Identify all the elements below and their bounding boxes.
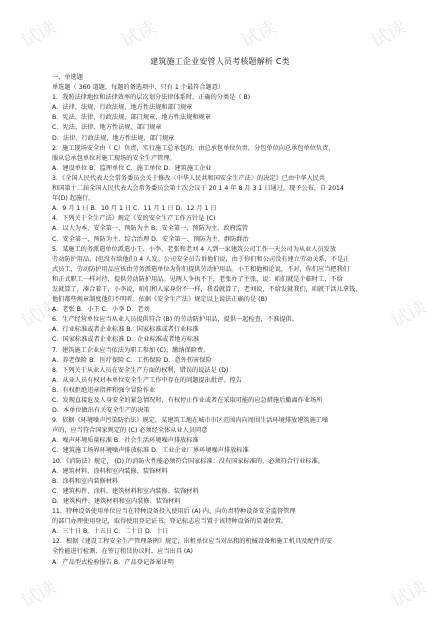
document-title: 建筑施工企业安管人员考核题解析 C类 xyxy=(150,57,290,66)
text-line: 声的，应当符合国家规定的 (C) 必须经全体从业人员同意 xyxy=(52,427,208,435)
question-line: 6．生产经营单位应当从业人员提供符合 (B) 的劳动防护用品，提供一起检查，不准提供。 xyxy=(52,316,298,324)
option-line: C．发现直接危及人身安全的紧急情况时，有权停止作业或者在采取可能的应急措施后撤离作业场所 xyxy=(52,397,323,404)
question-line: 8．下列关于从业人员在安全生产方面的权利，错误的说法是 (D) xyxy=(52,366,229,374)
option-line: A．以人为本、安全第一、预防为主 B．安全第一、预防为主、政府监管 xyxy=(52,225,249,233)
question-line: 7．建筑施工企业应当依法为职工参加 (C)，缴纳保险费。 xyxy=(52,346,210,354)
watermark: 试读 xyxy=(237,16,280,53)
question-line: 12．根据《建设工程安全生产管理条例》规定，出租单位应当对出租的机械设备和施工机具及配件的安 xyxy=(52,538,333,546)
option-line: C．建筑构件、涂料、建筑材料和室内装修、装饰材料 xyxy=(52,487,199,495)
option-line: A．养老保险 B．医疗保险 C．工伤保险 D．意外伤害保险 xyxy=(52,356,212,364)
document-body xyxy=(52,73,388,568)
watermark: 试读 xyxy=(367,16,410,53)
option-line: C．建筑施工场界环境噪声排放标准 D．工业企业厂界环境噪声排放标准 xyxy=(52,447,249,455)
option-line: A．产品型式检验报告 B．产品登记备案证明 xyxy=(52,558,174,566)
option-line: D．法律、行政法规、地方性法规、部门规章 xyxy=(52,134,175,142)
text-line: 和正式职工一样对待，提供劳动防护用品。见两人争执不下，老张办了主张，说：咱们就是个临时工，不给 xyxy=(52,275,343,283)
question-line: 11．特种设备使用单位应当在特种设备投入使用后 (A) 内，向负责特种设备安全监督管理 xyxy=(52,508,296,516)
option-line: D．建筑构件、建筑材料和室内装修、装饰材料 xyxy=(52,497,181,505)
option-line: C．国家标准或者企业标准 D．企业标准或者地方标准 xyxy=(52,336,200,344)
question-line: 2．施工现场安全由（ C）负责，实行施工总承包的，由总承包单位负责，分包单位向总承包单位负责， xyxy=(52,144,335,152)
watermark: 试读 xyxy=(387,296,430,333)
option-line: A．法律、法规、行政法规、地方性法规和部门规章 xyxy=(52,104,193,112)
option-line: A．噪声环境质量标准 B．社会生活环境噪声排放标准 xyxy=(52,437,199,445)
option-line: A．行业标准或者企业标准 B．国家标准或者行业标准 xyxy=(52,326,199,334)
text-line: 式员工，劳动防护用品应该由劳务派遣单位为你们提供劳动护用品。小王和他相论说，不对，你们应当把我们 xyxy=(52,265,349,273)
option-line: D．本单位做出有关安全生产的决策 xyxy=(52,407,150,415)
text-line: 他们都些规章制度他们不明听。依据《安全生产法》规定以上说法正确的是 (B) xyxy=(52,296,268,304)
option-line: A．从业人员有权对本单位安全生产工作中存在的问题提出批评、控告 xyxy=(52,376,242,384)
option-line: C．安全第一、预防为主、综合治理 D．安全第一、预防为主、群防群治 xyxy=(52,235,249,243)
option-line: A．老张 B．小王 C．小李 D．老刘 xyxy=(52,306,150,314)
text-line: 单选题（ 360 道题，每题的备选项中，只有 1 个最符合题意） xyxy=(52,84,225,92)
question-line: 9．依据《环境噪声污染防治法》规定，某建筑工地在城市市区范围内向周围生活环境排放建筑施工噪 xyxy=(52,417,329,425)
text-line: 服从总承包单位对施工现场的安全生产管理。 xyxy=(52,154,176,162)
option-line: A．9 月 1 日 B．10 月 1 日 C．11 月 1 日 D．12 月 1 日 xyxy=(52,205,217,213)
question-line: 1．我照法律地位和法律效率的层次划分法律体系时，正确的分类是（ B) xyxy=(52,94,251,102)
question-line: 5．某施工的务派遣单位派遣小王、小李，老张和老刘 4 人到一家建筑公司工作一天公司为从业人员发放 xyxy=(52,245,337,253)
watermark: 试读 xyxy=(17,296,60,333)
question-line: 4．下列关于全生产法》规定《安的安全生产工作方针是 (C) xyxy=(52,215,216,223)
text-line: 年(D) 起施行。 xyxy=(52,195,95,203)
option-line: A．建设单位 B．监理单位 C．施工单位 D．建筑施工企业 xyxy=(52,164,212,172)
watermark: 试读 xyxy=(387,576,430,613)
option-line: B．有权拒绝违章指挥和强令冒险作业 xyxy=(52,386,156,394)
option-line: A．三十日 B．十五日 C．二十日 D．十日 xyxy=(52,528,169,536)
watermark: 试读 xyxy=(17,576,60,613)
question-line: 3．《全国人民代表大会常务委员会关于修改〈中华人民共和国安全生产法〉的决定》已由中华人民共 xyxy=(52,174,326,182)
text-line: 发就算了，凑合着干，小李说，咱们和人家身份不一样，我看就算了，老刘说，不给发就我们，咱就干活儿拿钱， xyxy=(52,285,362,293)
option-line: C．宪法、法律、地方性法规、部门规章 xyxy=(52,124,162,132)
watermark: 试读 xyxy=(17,16,60,53)
text-line: 劳动防护用品，(但没有给他们) 4 人发。公司安全员告诉他们说，由于你们和公司没有建立劳动关系，不是正 xyxy=(52,255,350,263)
question-line: 10．《消防法》规定， (D) 的消防火性能必须符合国家标准：没有国家标准的，必须符合行业标准。 xyxy=(52,457,324,465)
option-line: B．涂料和室内装修材料 xyxy=(52,477,119,485)
text-line: 的部门办理使用登记，取得使用登记证书。登记标志应当置于该特种设备的显著位置。 xyxy=(52,518,288,526)
text-line: 和国第十二届全国人民代表大会常务委员会第十次会议于 20 1 4 年 8 月 3 1 日通过，现予公布，自 2014 xyxy=(52,185,344,193)
text-line: 全性能进行检测，在签订租赁协议时，应当出具 (A) xyxy=(52,548,193,556)
option-line: A．建筑材料、涂料和室内装修、装饰材料 xyxy=(52,467,168,475)
section-heading: 一、单选题 xyxy=(52,74,83,81)
watermark: 试读 xyxy=(117,16,160,53)
option-line: B．宪法、法律、行政法规、部门规章、地方性法规和规章 xyxy=(52,114,211,122)
